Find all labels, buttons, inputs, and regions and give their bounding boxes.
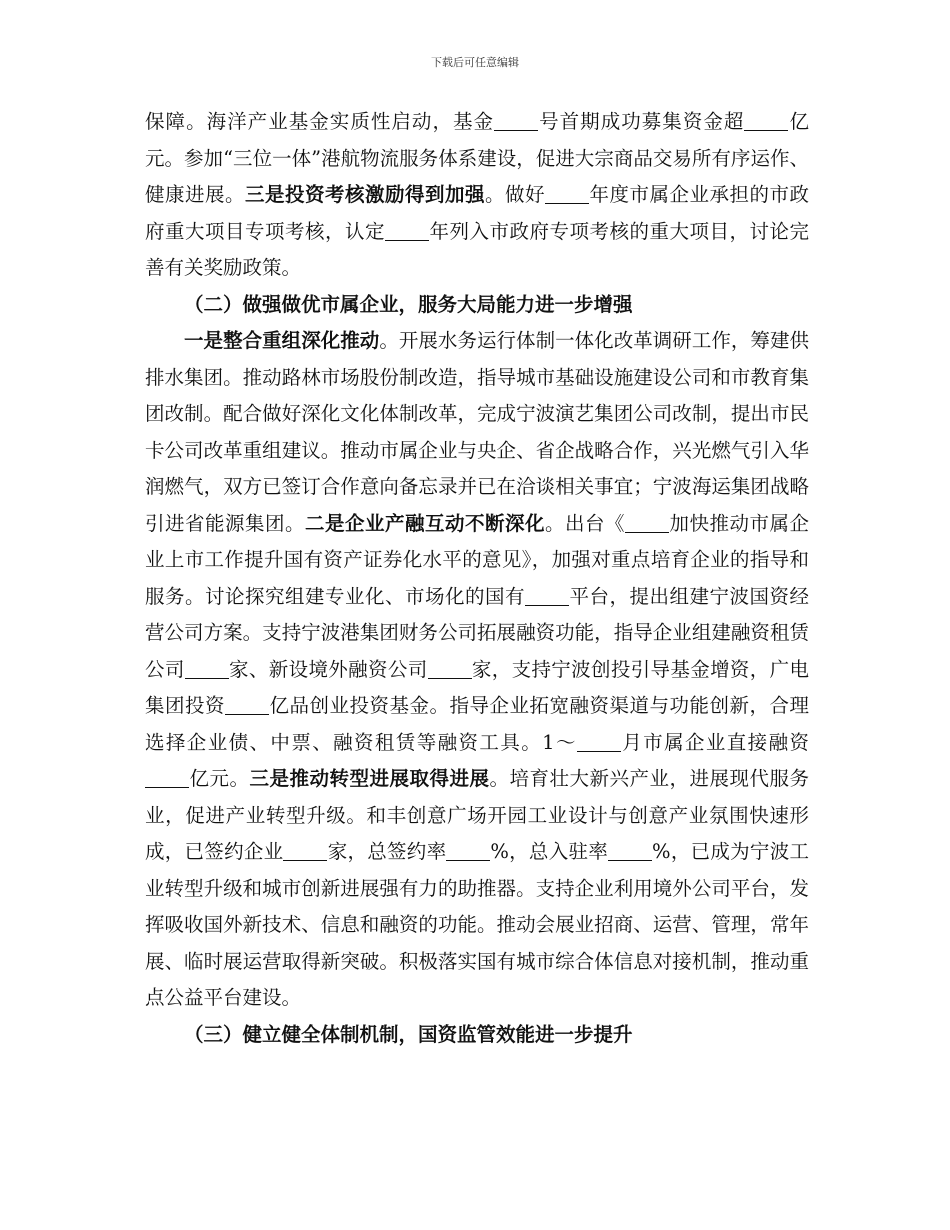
fill-blank bbox=[494, 111, 538, 131]
text-run: 平台，提出组建宁波国资经营公司方案。支持宁波港集团财务公司拓展融资功能，指导企业组建融资租赁公司 bbox=[145, 584, 809, 681]
fill-blank bbox=[145, 768, 189, 788]
text-run: 号首期成功募集资金超 bbox=[538, 110, 745, 133]
text-run: 。出台《 bbox=[544, 511, 625, 535]
fill-blank bbox=[428, 659, 472, 679]
text-run: 。做好 bbox=[484, 183, 545, 206]
fill-blank bbox=[545, 184, 589, 204]
text-run: 年度市属企业承担的市政府重大项目专项考核，认定 bbox=[145, 183, 809, 243]
text-run: %，已成为宁波工业转型升级和城市创新进展强有力的助推器。支持企业利用境外公司平台，发挥吸收国外新技术、信息和融资的功能。推动会展业招商、运营、管理，常年展、临时展运营取得新突破。积极落实国有城市综合体信息对接机制，推动重点公益平台建设。 bbox=[145, 840, 809, 1009]
fill-blank bbox=[525, 586, 569, 606]
text-run: 保障。海洋产业基金实质性启动，基金 bbox=[145, 110, 495, 133]
page-header: 下载后可任意编辑 bbox=[431, 56, 519, 69]
paragraph-continuation bbox=[145, 104, 809, 287]
bold-lead-phrase: 一是整合重组深化推动 bbox=[184, 329, 380, 352]
text-run: 亿元。 bbox=[189, 767, 250, 790]
text-run: 。培育壮大新兴产业，进展现代服务业，促进产业转型升级。和丰创意广场开园工业设计与创意产业氛围快速形成，已签约企业 bbox=[145, 767, 809, 863]
text-run: 月市属企业直接融资 bbox=[620, 730, 809, 754]
text-run: 亿元。参加“三位一体”港航物流服务体系建设，促进大宗商品交易所有序运作、健康进展。 bbox=[145, 110, 809, 206]
section-heading-3: （三）健立健全体制机制，国资监管效能进一步提升 bbox=[184, 1022, 633, 1046]
fill-blank bbox=[225, 695, 269, 715]
paragraph-section-2 bbox=[145, 323, 809, 1017]
bold-lead-phrase: 三是投资考核激励得到加强 bbox=[245, 183, 485, 206]
section-heading-2: （二）做强做优市属企业，服务大局能力进一步增强 bbox=[184, 292, 633, 316]
text-run: 。开展水务运行体制一体化改革调研工作，筹建供排水集团。推动路林市场股份制改造，指导城市基础设施建设公司和市教育集团改制。配合做好深化文化体制改革，完成宁波演艺集团公司改制，提出市民卡公司改革重组建议。推动市属企业与央企、省企战略合作，兴光燃气引入华润燃气，双方已签订合作意向备忘录并已在洽谈相关事宜；宁波海运集团战略引进省能源集团。 bbox=[145, 329, 809, 535]
fill-blank bbox=[385, 221, 429, 241]
fill-blank bbox=[744, 111, 788, 131]
text-run: %，总入驻率 bbox=[490, 840, 609, 863]
text-run: 家，总签约率 bbox=[327, 840, 447, 863]
fill-blank bbox=[446, 841, 490, 861]
fill-blank bbox=[625, 513, 669, 533]
text-run: 家，支持宁波创投引导基金增资，广电集团投资 bbox=[145, 657, 809, 717]
bold-lead-phrase: 三是推动转型进展取得进展 bbox=[249, 767, 490, 790]
text-run: 家、新设境外融资公司 bbox=[228, 657, 428, 681]
fill-blank bbox=[608, 841, 652, 861]
document-body bbox=[145, 104, 809, 1053]
fill-blank bbox=[185, 659, 229, 679]
text-run: 年列入市政府专项考核的重大项目，讨论完善有关奖励政策。 bbox=[145, 219, 809, 279]
bold-lead-phrase: 二是企业产融互动不断深化 bbox=[304, 511, 545, 535]
text-run: 加快推动市属企业上市工作提升国有资产证券化水平的意见》，加强对重点培育企业的指导和服务。讨论探究组建专业化、市场化的国有 bbox=[145, 511, 809, 608]
fill-blank bbox=[283, 841, 327, 861]
text-run: 亿品创业投资基金。指导企业拓宽融资渠道与功能创新，合理选择企业债、中票、融资租赁等融资工具。1～ bbox=[145, 694, 809, 754]
fill-blank bbox=[577, 732, 621, 752]
